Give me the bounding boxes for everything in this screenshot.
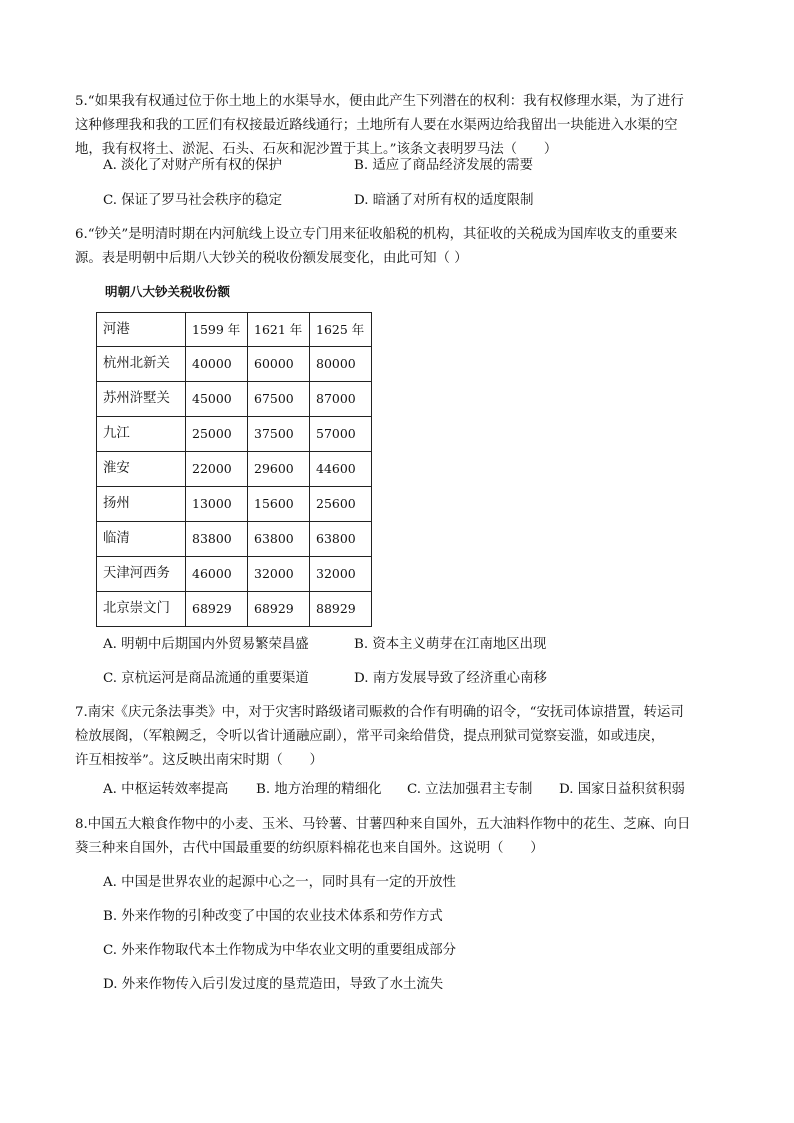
table-row [97, 522, 372, 557]
table-cell: 45000 [186, 382, 248, 417]
table-header-cell: 1599 年 [186, 313, 248, 347]
option-c[interactable]: C. 立法加强君主专制 [407, 782, 533, 797]
option-d[interactable]: D. 南方发展导致了经济重心南移 [354, 671, 547, 686]
table-cell: 苏州浒墅关 [97, 382, 186, 417]
question-text-line: 许互相按举”。这反映出南宋时期（ ） [75, 753, 323, 768]
question-text-line: 5.“如果我有权通过位于你土地上的水渠导水，便由此产生下列潜在的权利：我有权修理水渠，为了进行 [75, 94, 684, 109]
table-cell: 临清 [97, 522, 186, 557]
table-cell: 67500 [248, 382, 310, 417]
table-cell: 32000 [248, 557, 310, 592]
table-cell: 63800 [248, 522, 310, 557]
table-cell: 60000 [248, 347, 310, 382]
question-5-stem [75, 90, 730, 162]
table-cell: 63800 [310, 522, 372, 557]
option-a[interactable]: A. 中枢运转效率提高 [103, 782, 229, 797]
table-row [97, 417, 372, 452]
tax-table [96, 312, 372, 627]
question-text-line: 检放展阁，（军粮阙乏，令听以省计通融应副），常平司籴给借贷，提点刑狱司觉察妄滥，如或违戾， [75, 729, 665, 744]
table-cell: 88929 [310, 592, 372, 627]
option-b[interactable]: B. 外来作物的引种改变了中国的农业技术体系和劳作方式 [103, 909, 443, 924]
question-text-line: 7.南宋《庆元条法事类》中，对于灾害时路级诸司赈救的合作有明确的诏令，“安抚司体谅措置，转运司 [75, 705, 684, 720]
table-cell: 九江 [97, 417, 186, 452]
option-b[interactable]: B. 适应了商品经济发展的需要 [354, 158, 534, 173]
option-a[interactable]: A. 明朝中后期国内外贸易繁荣昌盛 [103, 637, 309, 652]
table-cell: 15600 [248, 487, 310, 522]
table-cell: 83800 [186, 522, 248, 557]
table-cell: 天津河西务 [97, 557, 186, 592]
question-text-line: 葵三种来自国外，古代中国最重要的纺织原料棉花也来自国外。这说明（ ） [75, 841, 544, 856]
table-row [97, 592, 372, 627]
table-cell: 29600 [248, 452, 310, 487]
question-7-stem [75, 701, 730, 773]
table-header-cell: 1621 年 [248, 313, 310, 347]
table-cell: 杭州北新关 [97, 347, 186, 382]
question-text-line: 这种修理我和我的工匠们有权接最近路线通行；土地所有人要在水渠两边给我留出一块能进入水渠的空 [75, 118, 678, 133]
option-b[interactable]: B. 资本主义萌芽在江南地区出现 [354, 637, 547, 652]
question-6-stem [75, 223, 730, 271]
table-cell: 13000 [186, 487, 248, 522]
table-cell: 80000 [310, 347, 372, 382]
table-row [97, 347, 372, 382]
table-cell: 40000 [186, 347, 248, 382]
table-cell: 37500 [248, 417, 310, 452]
question-text-line: 地，我有权将土、淤泥、石头、石灰和泥沙置于其上。”该条文表明罗马法（ ） [75, 142, 558, 157]
table-cell: 57000 [310, 417, 372, 452]
table-cell: 25600 [310, 487, 372, 522]
option-d[interactable]: D. 外来作物传入后引发过度的垦荒造田，导致了水土流失 [103, 977, 444, 992]
table-cell: 46000 [186, 557, 248, 592]
option-c[interactable]: C. 外来作物取代本土作物成为中华农业文明的重要组成部分 [103, 943, 457, 958]
table-cell: 淮安 [97, 452, 186, 487]
table-header-cell: 1625 年 [310, 313, 372, 347]
table-header-row [97, 313, 372, 347]
table-cell: 32000 [310, 557, 372, 592]
table-cell: 25000 [186, 417, 248, 452]
option-a[interactable]: A. 中国是世界农业的起源中心之一，同时具有一定的开放性 [103, 875, 456, 890]
question-text-line: 6.“钞关”是明清时期在内河航线上设立专门用来征收船税的机构，其征收的关税成为国库收支的重要来 [75, 227, 678, 242]
option-d[interactable]: D. 国家日益积贫积弱 [559, 782, 685, 797]
table-cell: 22000 [186, 452, 248, 487]
table-row [97, 487, 372, 522]
option-d[interactable]: D. 暗涵了对所有权的适度限制 [354, 193, 534, 208]
question-text-line: 源。表是明朝中后期八大钞关的税收份额发展变化，由此可知（ ） [75, 251, 468, 266]
option-a[interactable]: A. 淡化了对财产所有权的保护 [103, 158, 282, 173]
table-row [97, 382, 372, 417]
option-c[interactable]: C. 保证了罗马社会秩序的稳定 [103, 193, 282, 208]
option-c[interactable]: C. 京杭运河是商品流通的重要渠道 [103, 671, 309, 686]
table-cell: 扬州 [97, 487, 186, 522]
table-caption: 明朝八大钞关税收份额 [105, 284, 231, 299]
table-header-cell: 河港 [97, 313, 186, 347]
table-row [97, 452, 372, 487]
question-8-stem [75, 813, 730, 861]
table-cell: 68929 [186, 592, 248, 627]
table-cell: 87000 [310, 382, 372, 417]
table-row [97, 557, 372, 592]
question-text-line: 8.中国五大粮食作物中的小麦、玉米、马铃薯、甘薯四种来自国外，五大油料作物中的花生、芝麻、向日 [75, 817, 691, 832]
table-cell: 44600 [310, 452, 372, 487]
table-cell: 68929 [248, 592, 310, 627]
option-b[interactable]: B. 地方治理的精细化 [256, 782, 382, 797]
table-cell: 北京崇文门 [97, 592, 186, 627]
